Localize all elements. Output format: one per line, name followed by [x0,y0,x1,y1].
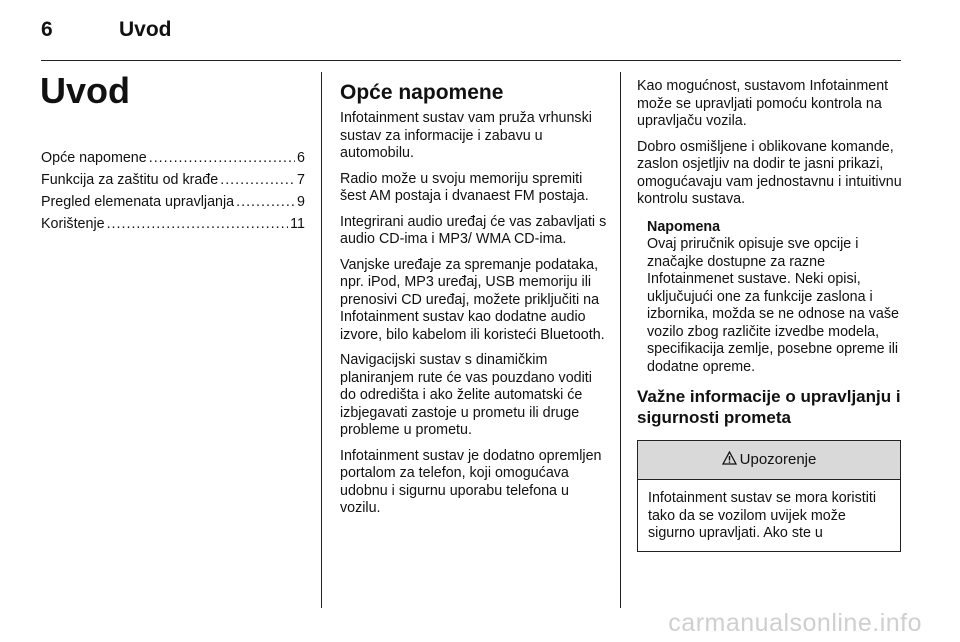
note-title: Napomena [647,218,721,235]
toc-entry[interactable] [41,172,305,194]
column-general-notes [340,80,608,526]
toc-entry[interactable] [41,216,305,238]
toc-leader-dots [236,194,295,210]
column-divider [321,72,322,608]
toc-leader-dots [149,150,295,166]
warning-box [637,440,901,552]
note-block [637,219,905,377]
toc-leader-dots [220,172,295,188]
warning-text: Infotainment sustav se mora koristiti tako da se vozilom uvijek može sigurno upravljati. Ako ste u [648,490,877,541]
watermark: carmanualsonline.info [668,609,922,637]
subsection-heading: Važne informacije o upravljanju i sigurnosti prometa [637,387,901,427]
body-paragraph: Integrirani audio uređaj će vas zabavljati s audio CD-ima i MP3/ WMA CD-ima. [340,213,607,247]
warning-triangle-icon [722,451,737,469]
toc-entry-page: 9 [297,194,305,210]
body-paragraph: Kao mogućnost, sustavom Infotainment može se upravljati pomoću kontrola na upravljaču vozila. [637,78,889,129]
table-of-contents [41,150,305,238]
note-text: Ovaj priručnik opisuje sve opcije i značajke dostupne za razne Infotainmenet sustave. Neki opisi, uključujući one za funkcije zaslona i izbornika, možda se ne odnose na vaše vozilo zbog različite izvedbe modela, specifikacija zemlje, posebne opreme ili dodatne opreme. [647,236,899,375]
page-number: 6 [41,18,53,41]
header-divider [41,60,901,61]
toc-entry-label: Opće napomene [41,150,147,166]
toc-leader-dots [107,216,289,232]
toc-entry-page: 6 [297,150,305,166]
body-paragraph: Dobro osmišljene i oblikovane komande, zaslon osjetljiv na dodir te jasni prikazi, omogućavaju vam jednostavnu i intuitivnu kontrolu sustava. [637,138,902,207]
column-continued [637,78,905,552]
body-paragraph: Infotainment sustav vam pruža vrhunski sustav za informacije i zabavu u automobilu. [340,110,592,161]
toc-entry[interactable] [41,194,305,216]
running-title: Uvod [119,18,172,41]
toc-entry-page: 11 [290,216,305,232]
chapter-title: Uvod [40,70,130,111]
section-heading: Opće napomene [340,81,504,104]
body-paragraph: Radio može u svoju memoriju spremiti šest AM postaja i dvanaest FM postaja. [340,170,589,204]
column-divider [620,72,621,608]
body-paragraph: Infotainment sustav je dodatno opremljen portalom za telefon, koji omogućava udobnu i sigurnu uporabu telefona u vozilu. [340,447,602,516]
toc-entry-label: Pregled elemenata upravljanja [41,194,235,210]
warning-header [638,441,900,480]
toc-entry-page: 7 [297,172,305,188]
toc-entry-label: Funkcija za zaštitu od krađe [41,172,219,188]
toc-entry[interactable] [41,150,305,172]
toc-entry-label: Korištenje [41,216,105,232]
body-paragraph: Navigacijski sustav s dinamičkim planiranjem rute će vas pouzdano voditi do odredišta i ako želite automatski će izbjegavati zastoje u prometu ili druge probleme u prometu. [340,352,592,438]
warning-title: Upozorenje [739,451,817,469]
body-paragraph: Vanjske uređaje za spremanje podataka, npr. iPod, MP3 uređaj, USB memoriju ili prenosivi CD uređaj, možete priključiti na Infotainment sustav kao dodatne audio izvore, bilo kabelom ili koristeći Bluetooth. [340,256,605,343]
